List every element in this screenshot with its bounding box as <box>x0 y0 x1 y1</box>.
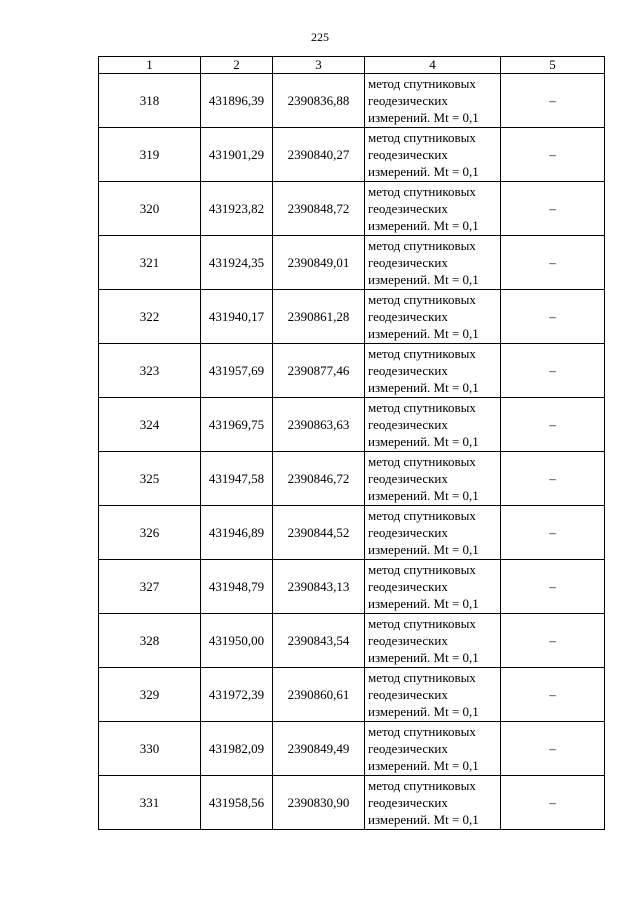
table-row <box>99 506 605 560</box>
point-number-cell: 331 <box>99 776 201 830</box>
method-line: геодезических <box>368 201 448 216</box>
method-line: измерений. Mt = 0,1 <box>368 542 479 557</box>
note-cell: – <box>501 506 605 560</box>
method-line: измерений. Mt = 0,1 <box>368 434 479 449</box>
y-coordinate-cell: 2390848,72 <box>273 182 365 236</box>
method-line: метод спутниковых <box>368 184 476 199</box>
method-line: измерений. Mt = 0,1 <box>368 758 479 773</box>
method-cell <box>365 182 501 236</box>
method-cell <box>365 668 501 722</box>
x-coordinate-cell: 431923,82 <box>201 182 273 236</box>
note-cell: – <box>501 290 605 344</box>
header-row <box>99 57 605 74</box>
method-cell <box>365 506 501 560</box>
method-line: метод спутниковых <box>368 670 476 685</box>
y-coordinate-cell: 2390863,63 <box>273 398 365 452</box>
y-coordinate-cell: 2390849,49 <box>273 722 365 776</box>
table-row <box>99 668 605 722</box>
table-body <box>99 74 605 830</box>
note-cell: – <box>501 344 605 398</box>
method-line: метод спутниковых <box>368 346 476 361</box>
table-row <box>99 398 605 452</box>
x-coordinate-cell: 431947,58 <box>201 452 273 506</box>
point-number-cell: 323 <box>99 344 201 398</box>
method-line: метод спутниковых <box>368 76 476 91</box>
y-coordinate-cell: 2390861,28 <box>273 290 365 344</box>
x-coordinate-cell: 431969,75 <box>201 398 273 452</box>
y-coordinate-cell: 2390843,54 <box>273 614 365 668</box>
table-row <box>99 236 605 290</box>
x-coordinate-cell: 431982,09 <box>201 722 273 776</box>
note-cell: – <box>501 560 605 614</box>
page-number: 225 <box>311 30 329 44</box>
method-line: геодезических <box>368 741 448 756</box>
coordinates-table <box>98 56 605 830</box>
method-line: измерений. Mt = 0,1 <box>368 218 479 233</box>
method-line: измерений. Mt = 0,1 <box>368 704 479 719</box>
note-cell: – <box>501 668 605 722</box>
method-line: измерений. Mt = 0,1 <box>368 380 479 395</box>
method-line: метод спутниковых <box>368 238 476 253</box>
note-cell: – <box>501 128 605 182</box>
method-line: метод спутниковых <box>368 400 476 415</box>
point-number-cell: 328 <box>99 614 201 668</box>
method-line: метод спутниковых <box>368 724 476 739</box>
method-cell <box>365 560 501 614</box>
point-number-cell: 324 <box>99 398 201 452</box>
note-cell: – <box>501 722 605 776</box>
note-cell: – <box>501 182 605 236</box>
point-number-cell: 329 <box>99 668 201 722</box>
table-row <box>99 776 605 830</box>
table-row <box>99 452 605 506</box>
table-row <box>99 722 605 776</box>
method-line: измерений. Mt = 0,1 <box>368 650 479 665</box>
y-coordinate-cell: 2390877,46 <box>273 344 365 398</box>
method-line: геодезических <box>368 417 448 432</box>
method-line: измерений. Mt = 0,1 <box>368 164 479 179</box>
y-coordinate-cell: 2390849,01 <box>273 236 365 290</box>
method-line: геодезических <box>368 147 448 162</box>
header-col-2: 2 <box>201 57 273 74</box>
x-coordinate-cell: 431972,39 <box>201 668 273 722</box>
method-line: геодезических <box>368 93 448 108</box>
method-line: метод спутниковых <box>368 778 476 793</box>
x-coordinate-cell: 431946,89 <box>201 506 273 560</box>
table-header <box>99 57 605 74</box>
table-row <box>99 290 605 344</box>
method-line: геодезических <box>368 471 448 486</box>
table-row <box>99 560 605 614</box>
note-cell: – <box>501 398 605 452</box>
method-line: геодезических <box>368 363 448 378</box>
method-cell <box>365 398 501 452</box>
header-col-1: 1 <box>99 57 201 74</box>
method-line: измерений. Mt = 0,1 <box>368 110 479 125</box>
method-line: измерений. Mt = 0,1 <box>368 488 479 503</box>
point-number-cell: 319 <box>99 128 201 182</box>
point-number-cell: 321 <box>99 236 201 290</box>
y-coordinate-cell: 2390840,27 <box>273 128 365 182</box>
x-coordinate-cell: 431924,35 <box>201 236 273 290</box>
method-line: геодезических <box>368 687 448 702</box>
note-cell: – <box>501 452 605 506</box>
point-number-cell: 330 <box>99 722 201 776</box>
x-coordinate-cell: 431940,17 <box>201 290 273 344</box>
x-coordinate-cell: 431948,79 <box>201 560 273 614</box>
method-line: геодезических <box>368 633 448 648</box>
note-cell: – <box>501 776 605 830</box>
x-coordinate-cell: 431958,56 <box>201 776 273 830</box>
note-cell: – <box>501 614 605 668</box>
method-line: измерений. Mt = 0,1 <box>368 272 479 287</box>
method-cell <box>365 722 501 776</box>
method-line: измерений. Mt = 0,1 <box>368 812 479 827</box>
note-cell: – <box>501 236 605 290</box>
y-coordinate-cell: 2390830,90 <box>273 776 365 830</box>
method-line: метод спутниковых <box>368 130 476 145</box>
method-line: метод спутниковых <box>368 562 476 577</box>
method-line: измерений. Mt = 0,1 <box>368 596 479 611</box>
header-col-4: 4 <box>365 57 501 74</box>
y-coordinate-cell: 2390836,88 <box>273 74 365 128</box>
method-cell <box>365 290 501 344</box>
x-coordinate-cell: 431896,39 <box>201 74 273 128</box>
note-cell: – <box>501 74 605 128</box>
y-coordinate-cell: 2390844,52 <box>273 506 365 560</box>
point-number-cell: 325 <box>99 452 201 506</box>
y-coordinate-cell: 2390843,13 <box>273 560 365 614</box>
method-cell <box>365 128 501 182</box>
x-coordinate-cell: 431950,00 <box>201 614 273 668</box>
method-line: измерений. Mt = 0,1 <box>368 326 479 341</box>
point-number-cell: 327 <box>99 560 201 614</box>
method-line: геодезических <box>368 579 448 594</box>
table-row <box>99 74 605 128</box>
table-row <box>99 344 605 398</box>
point-number-cell: 322 <box>99 290 201 344</box>
header-col-3: 3 <box>273 57 365 74</box>
method-line: геодезических <box>368 255 448 270</box>
method-cell <box>365 452 501 506</box>
method-line: метод спутниковых <box>368 616 476 631</box>
y-coordinate-cell: 2390846,72 <box>273 452 365 506</box>
method-line: геодезических <box>368 795 448 810</box>
method-cell <box>365 614 501 668</box>
y-coordinate-cell: 2390860,61 <box>273 668 365 722</box>
point-number-cell: 326 <box>99 506 201 560</box>
method-line: метод спутниковых <box>368 508 476 523</box>
method-line: метод спутниковых <box>368 292 476 307</box>
point-number-cell: 320 <box>99 182 201 236</box>
method-line: геодезических <box>368 309 448 324</box>
x-coordinate-cell: 431957,69 <box>201 344 273 398</box>
method-cell <box>365 776 501 830</box>
method-cell <box>365 344 501 398</box>
table-row <box>99 128 605 182</box>
table-row <box>99 182 605 236</box>
table-row <box>99 614 605 668</box>
method-line: геодезических <box>368 525 448 540</box>
x-coordinate-cell: 431901,29 <box>201 128 273 182</box>
point-number-cell: 318 <box>99 74 201 128</box>
method-line: метод спутниковых <box>368 454 476 469</box>
method-cell <box>365 236 501 290</box>
header-col-5: 5 <box>501 57 605 74</box>
method-cell <box>365 74 501 128</box>
